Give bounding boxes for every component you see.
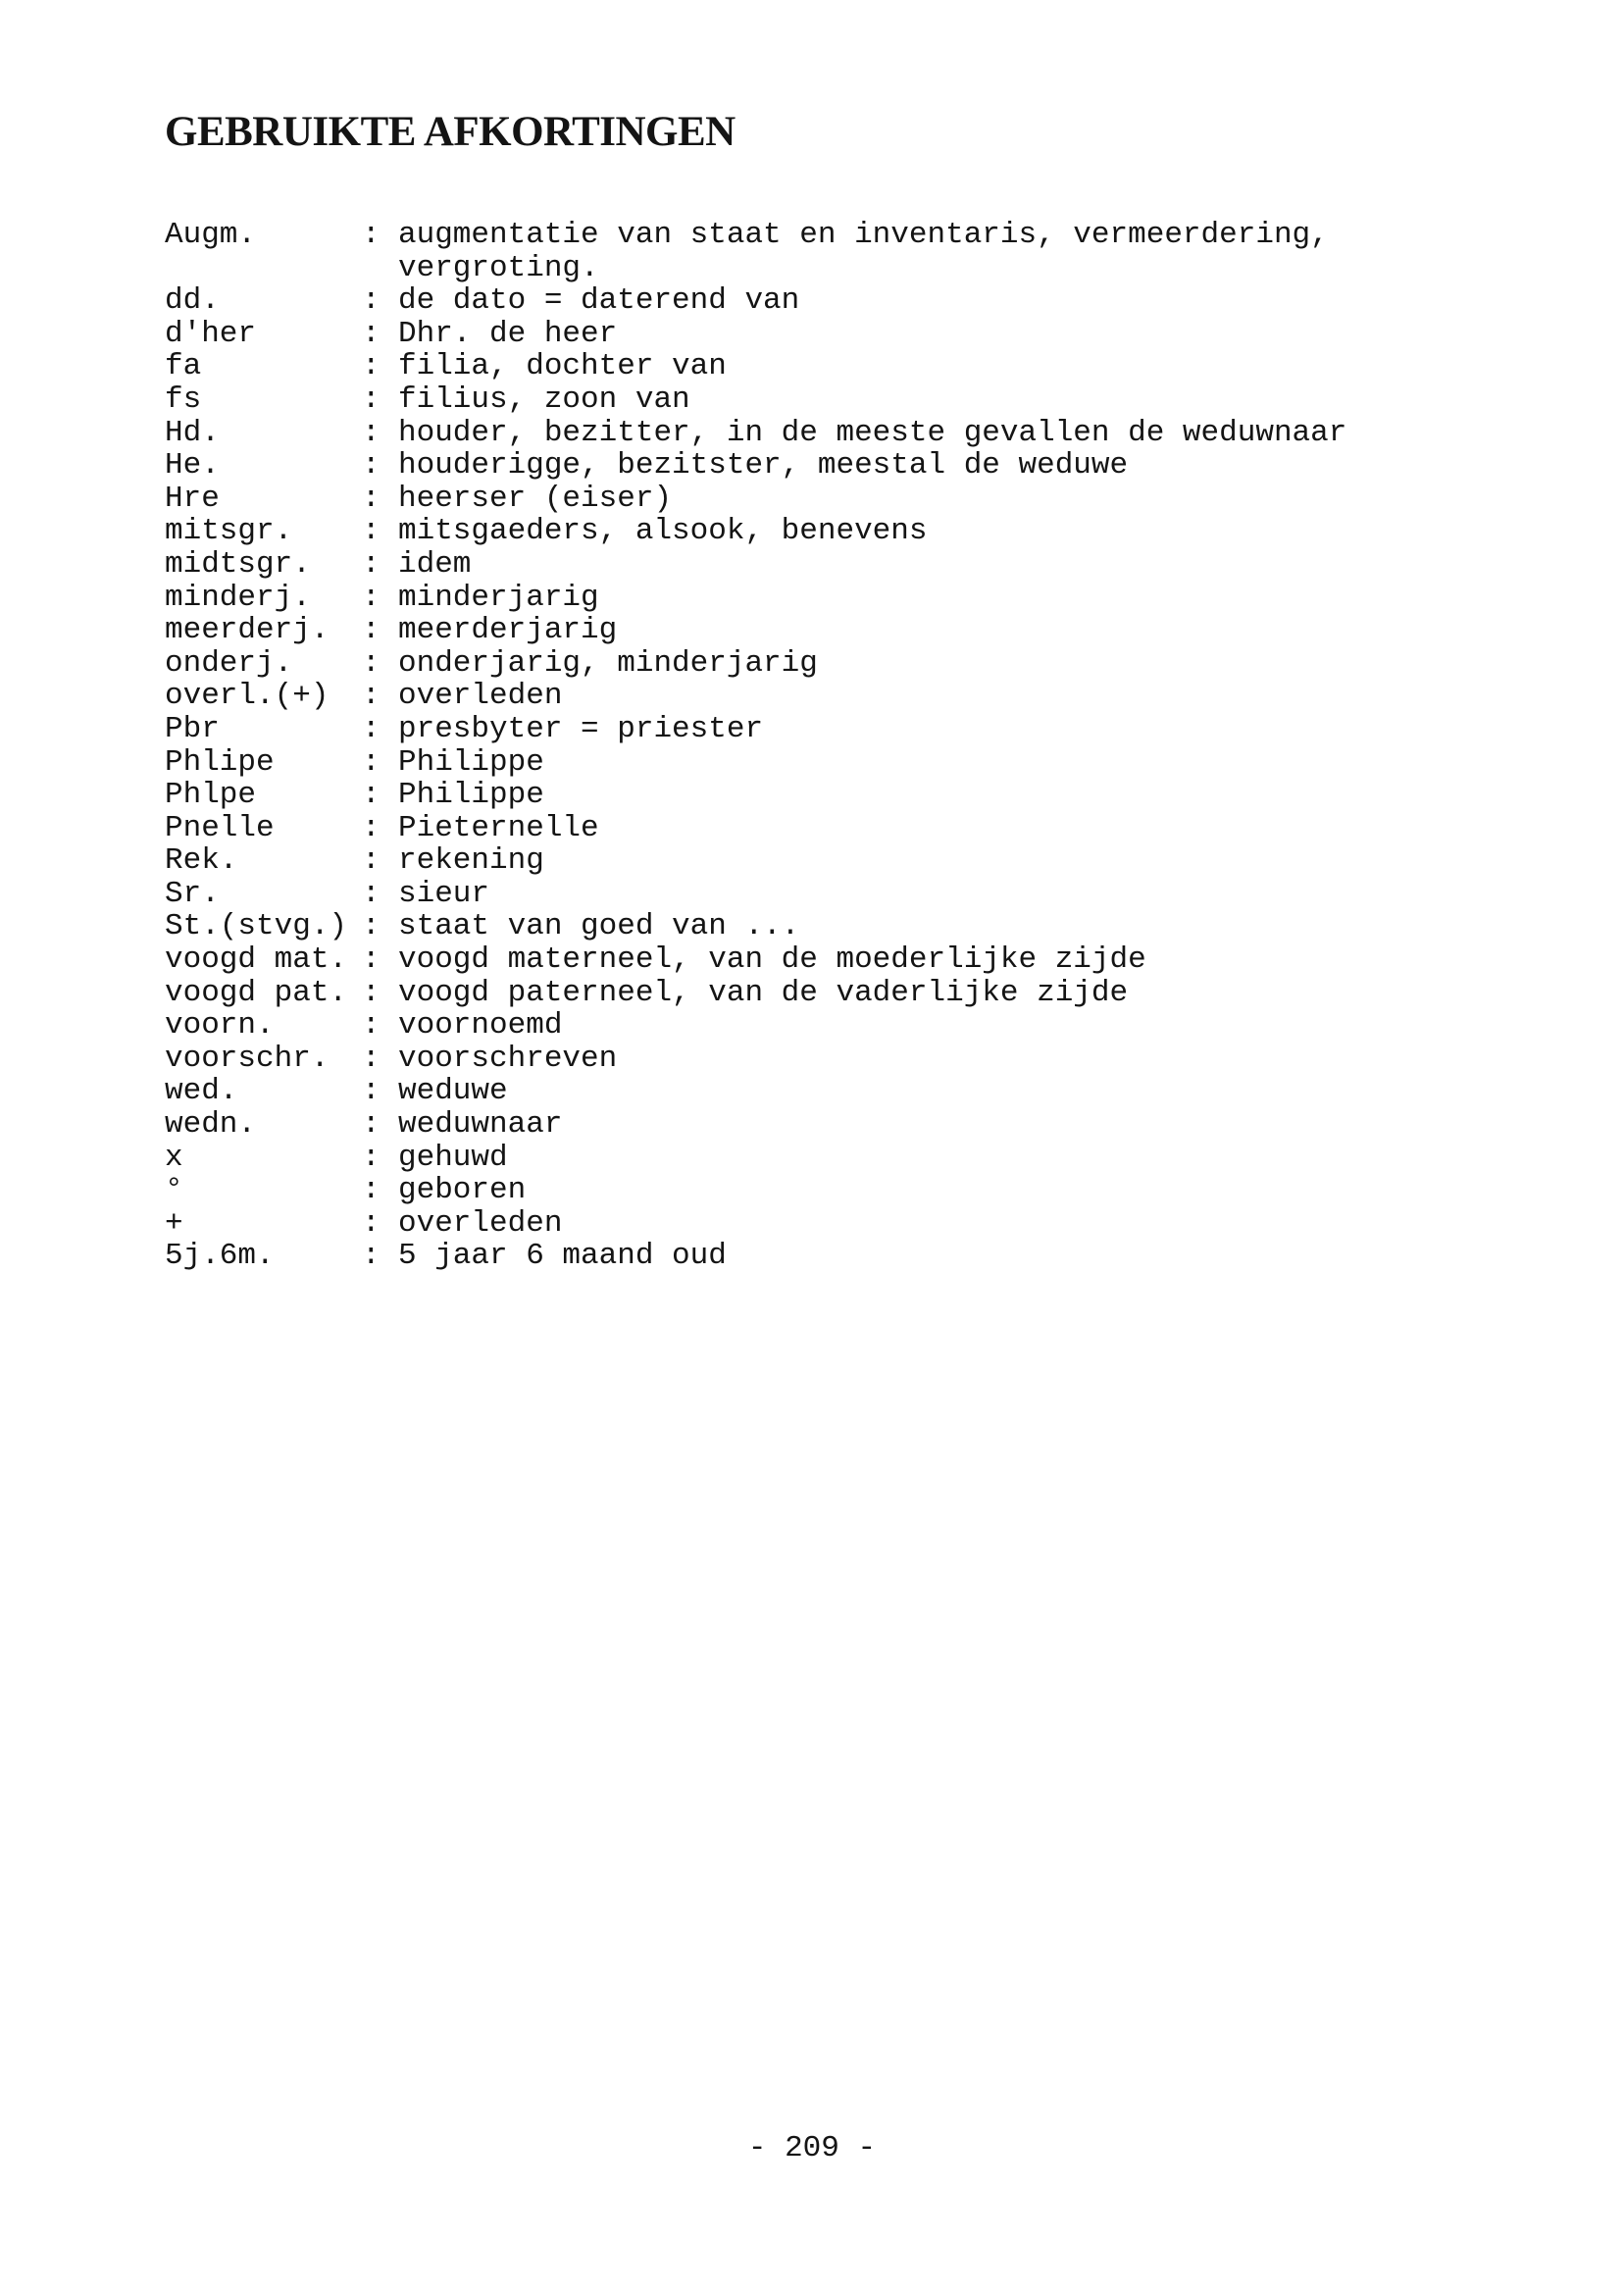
colon-separator: : [362, 679, 381, 714]
colon-separator: : [362, 546, 381, 582]
abbreviation-entry [165, 1240, 1479, 1273]
abbreviation-definition: onderjarig, minderjarig [398, 645, 818, 681]
abbreviation-definition: Dhr. de heer [398, 316, 618, 351]
abbreviation-term: Hre [165, 481, 220, 516]
abbreviation-definition: houderigge, bezitster, meestal de weduwe [398, 448, 1129, 484]
abbreviation-entry [165, 943, 1479, 977]
abbreviation-entry [165, 713, 1479, 746]
colon-separator: : [362, 415, 381, 450]
abbreviation-term: voogd mat. [165, 942, 348, 978]
abbreviation-entry [165, 284, 1479, 318]
abbreviation-definition: overleden [398, 1205, 563, 1241]
colon-separator: : [362, 580, 381, 615]
abbreviation-entry [165, 1075, 1479, 1108]
abbreviation-definition: heerser (eiser) [398, 481, 673, 516]
abbreviation-entry [165, 383, 1479, 417]
abbreviation-term: Hd. [165, 415, 220, 450]
colon-separator: : [362, 711, 381, 746]
abbreviation-entry [165, 548, 1479, 582]
abbreviation-entry [165, 1009, 1479, 1043]
abbreviation-term: Phlipe [165, 744, 275, 780]
abbreviation-definition: overleden [398, 679, 563, 714]
abbreviation-term: He. [165, 448, 220, 484]
abbreviation-term: meerderj. [165, 613, 330, 648]
abbreviation-term: voorschr. [165, 1041, 330, 1076]
abbreviation-term: minderj. [165, 580, 311, 615]
colon-separator: : [362, 316, 381, 351]
abbreviation-entry [165, 483, 1479, 516]
abbreviation-definition: voogd paterneel, van de vaderlijke zijde [398, 975, 1129, 1010]
abbreviation-term: d'her [165, 316, 257, 351]
colon-separator: : [362, 1041, 381, 1076]
abbreviation-definition: gehuwd [398, 1140, 508, 1175]
abbreviation-entry [165, 614, 1479, 647]
abbreviation-term: + [165, 1205, 183, 1241]
abbreviation-definition: 5 jaar 6 maand oud [398, 1239, 727, 1274]
abbreviation-definition: Philippe [398, 744, 544, 780]
abbreviation-term: onderj. [165, 645, 293, 681]
page-title: GEBRUIKTE AFKORTINGEN [165, 109, 736, 155]
colon-separator: : [362, 909, 381, 944]
abbreviation-definition: voorschreven [398, 1041, 618, 1076]
abbreviation-term: ° [165, 1173, 183, 1208]
abbreviation-entry [165, 680, 1479, 713]
abbreviation-definition: rekening [398, 843, 544, 879]
abbreviation-term: Rek. [165, 843, 238, 879]
colon-separator: : [362, 514, 381, 549]
abbreviation-definition: minderjarig [398, 580, 599, 615]
abbreviation-entry [165, 746, 1479, 780]
abbreviation-definition: meerderjarig [398, 613, 618, 648]
abbreviation-definition: weduwe [398, 1074, 508, 1109]
colon-separator: : [362, 645, 381, 681]
abbreviation-definition: houder, bezitter, in de meeste gevallen de weduwnaar [398, 415, 1347, 450]
abbreviation-term: mitsgr. [165, 514, 293, 549]
colon-separator: : [362, 1173, 381, 1208]
abbreviation-term: midtsgr. [165, 546, 311, 582]
abbreviation-term: Sr. [165, 876, 220, 911]
abbreviation-term: voogd pat. [165, 975, 348, 1010]
abbreviation-definition: voornoemd [398, 1008, 563, 1044]
abbreviation-entry [165, 1142, 1479, 1175]
colon-separator: : [362, 481, 381, 516]
colon-separator: : [362, 975, 381, 1010]
colon-separator: : [362, 1074, 381, 1109]
abbreviation-term: dd. [165, 283, 220, 319]
abbreviation-term: wedn. [165, 1107, 257, 1143]
colon-separator: : [362, 448, 381, 484]
abbreviation-term: x [165, 1140, 183, 1175]
abbreviation-entry [165, 219, 1479, 284]
abbreviation-definition: sieur [398, 876, 490, 911]
colon-separator: : [362, 1008, 381, 1044]
abbreviation-definition: presbyter = priester [398, 711, 764, 746]
abbreviation-entry [165, 515, 1479, 548]
abbreviation-entry [165, 318, 1479, 351]
abbreviation-definition: voogd materneel, van de moederlijke zijde [398, 942, 1146, 978]
abbreviation-entry [165, 417, 1479, 450]
abbreviation-entry [165, 779, 1479, 812]
abbreviation-entry [165, 449, 1479, 483]
abbreviation-list [165, 219, 1479, 1273]
abbreviation-term: Pnelle [165, 810, 275, 845]
colon-separator: : [362, 613, 381, 648]
abbreviation-term: wed. [165, 1074, 238, 1109]
abbreviation-entry [165, 878, 1479, 911]
abbreviation-term: overl.(+) [165, 679, 330, 714]
abbreviation-term: fs [165, 382, 202, 417]
colon-separator: : [362, 942, 381, 978]
abbreviation-definition: Philippe [398, 778, 544, 813]
abbreviation-definition: Pieternelle [398, 810, 599, 845]
colon-separator: : [362, 843, 381, 879]
colon-separator: : [362, 1239, 381, 1274]
page-number: - 209 - [747, 2131, 877, 2165]
colon-separator: : [362, 349, 381, 384]
abbreviation-entry [165, 582, 1479, 615]
abbreviation-entry [165, 647, 1479, 681]
colon-separator: : [362, 1140, 381, 1175]
colon-separator: : [362, 218, 381, 252]
abbreviation-definition: filia, dochter van [398, 349, 727, 384]
abbreviation-term: Phlpe [165, 778, 257, 813]
abbreviation-term: voorn. [165, 1008, 275, 1044]
abbreviation-definition: staat van goed van ... [398, 909, 800, 944]
abbreviation-term: Pbr [165, 711, 220, 746]
colon-separator: : [362, 1107, 381, 1143]
colon-separator: : [362, 283, 381, 319]
colon-separator: : [362, 744, 381, 780]
abbreviation-term: Augm. [165, 218, 257, 252]
abbreviation-definition: augmentatie van staat en inventaris, vermeerdering, vergroting. [398, 218, 1347, 285]
colon-separator: : [362, 876, 381, 911]
abbreviation-entry [165, 977, 1479, 1010]
abbreviation-entry [165, 1207, 1479, 1241]
abbreviation-entry [165, 1043, 1479, 1076]
abbreviation-definition: geboren [398, 1173, 527, 1208]
abbreviation-definition: filius, zoon van [398, 382, 690, 417]
colon-separator: : [362, 810, 381, 845]
abbreviation-term: 5j.6m. [165, 1239, 275, 1274]
abbreviation-definition: idem [398, 546, 472, 582]
colon-separator: : [362, 778, 381, 813]
abbreviation-entry [165, 1108, 1479, 1142]
abbreviation-term: fa [165, 349, 202, 384]
abbreviation-entry [165, 1174, 1479, 1207]
abbreviation-definition: mitsgaeders, alsook, benevens [398, 514, 928, 549]
colon-separator: : [362, 1205, 381, 1241]
abbreviation-definition: de dato = daterend van [398, 283, 800, 319]
abbreviation-entry [165, 812, 1479, 845]
colon-separator: : [362, 382, 381, 417]
abbreviation-entry [165, 844, 1479, 878]
abbreviation-term: St.(stvg.) [165, 909, 348, 944]
abbreviation-entry [165, 350, 1479, 383]
abbreviation-definition: weduwnaar [398, 1107, 563, 1143]
abbreviation-entry [165, 910, 1479, 943]
